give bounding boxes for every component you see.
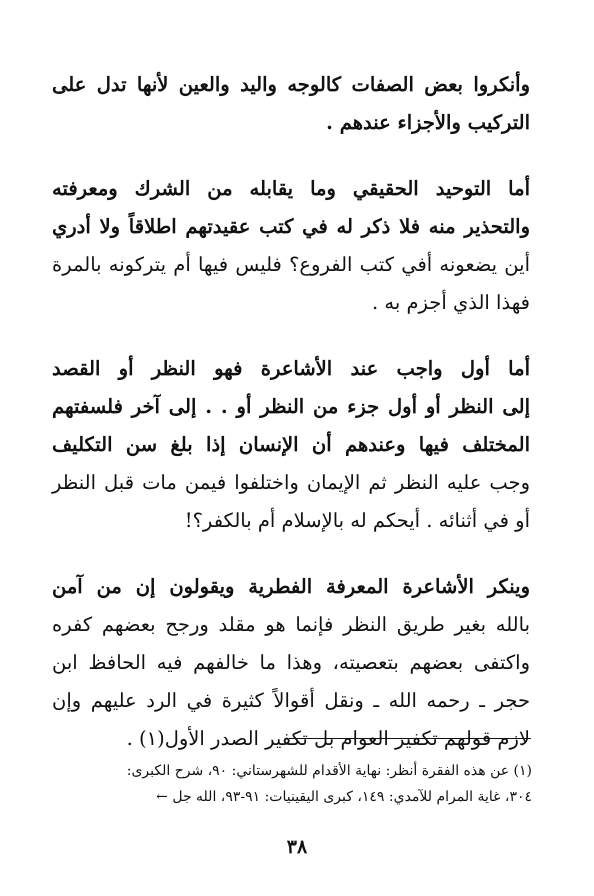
paragraph-4 [52,568,530,758]
text-line: واكتفى بعضهم بتعصيته، وهذا ما خالفهم فيه الحافظ ابن [52,651,530,674]
footnotes [30,758,532,810]
text-line: فهذا الذي أجزم به . [372,291,530,314]
paragraph-2 [52,170,530,322]
text-line: أما التوحيد الحقيقي وما يقابله من الشرك ومعرفته [52,177,530,200]
footnote-line: ٣٠٤، غاية المرام للآمدي: ١٤٩، كبرى اليقينيات: ٩١-٩٣، الله جل ← [156,789,532,805]
text-line: التركيب والأجزاء عندهم . [326,111,530,134]
text-line: بالله بغير طريق النظر فإنما هو مقلد ورجح بعضهم كفره [52,613,530,636]
paragraph-1 [52,66,530,142]
footnote-divider [289,738,531,739]
paragraph-3 [52,350,530,540]
text-line: أما أول واجب عند الأشاعرة فهو النظر أو القصد [52,357,530,380]
text-line: أين يضعونه أفي كتب الفروع؟ فليس فيها أم يتركونه بالمرة [52,253,530,276]
text-line: لازم قولهم تكفير العوام بل تكفير الصدر الأول(١) . [126,727,530,750]
text-line: المختلف فيها وعندهم أن الإنسان إذا بلغ سن التكليف [52,433,530,456]
text-line: حجر ـ رحمه الله ـ ونقل أقوالاً كثيرة في الرد عليهم وإن [52,689,530,712]
text-line: وينكر الأشاعرة المعرفة الفطرية ويقولون إن من آمن [52,575,530,598]
page-number: ٣٨ [286,836,308,858]
text-line: أو في أثنائه . أيحكم له بالإسلام أم بالكفر؟! [184,509,530,532]
text-line: وجب عليه النظر ثم الإيمان واختلفوا فيمن مات قبل النظر [52,471,530,494]
text-line: والتحذير منه فلا ذكر له في كتب عقيدتهم اطلاقاً ولا أدري [52,215,530,238]
main-text [52,66,530,786]
text-line: وأنكروا بعض الصفات كالوجه واليد والعين لأنها تدل على [52,73,530,96]
footnote-line: (١) عن هذه الفقرة أنظر: نهاية الأقدام للشهرستاني: ٩٠، شرح الكبرى: [126,763,532,779]
text-line: إلى النظر أو أول جزء من النظر أو . . إلى آخر فلسفتهم [52,395,530,418]
